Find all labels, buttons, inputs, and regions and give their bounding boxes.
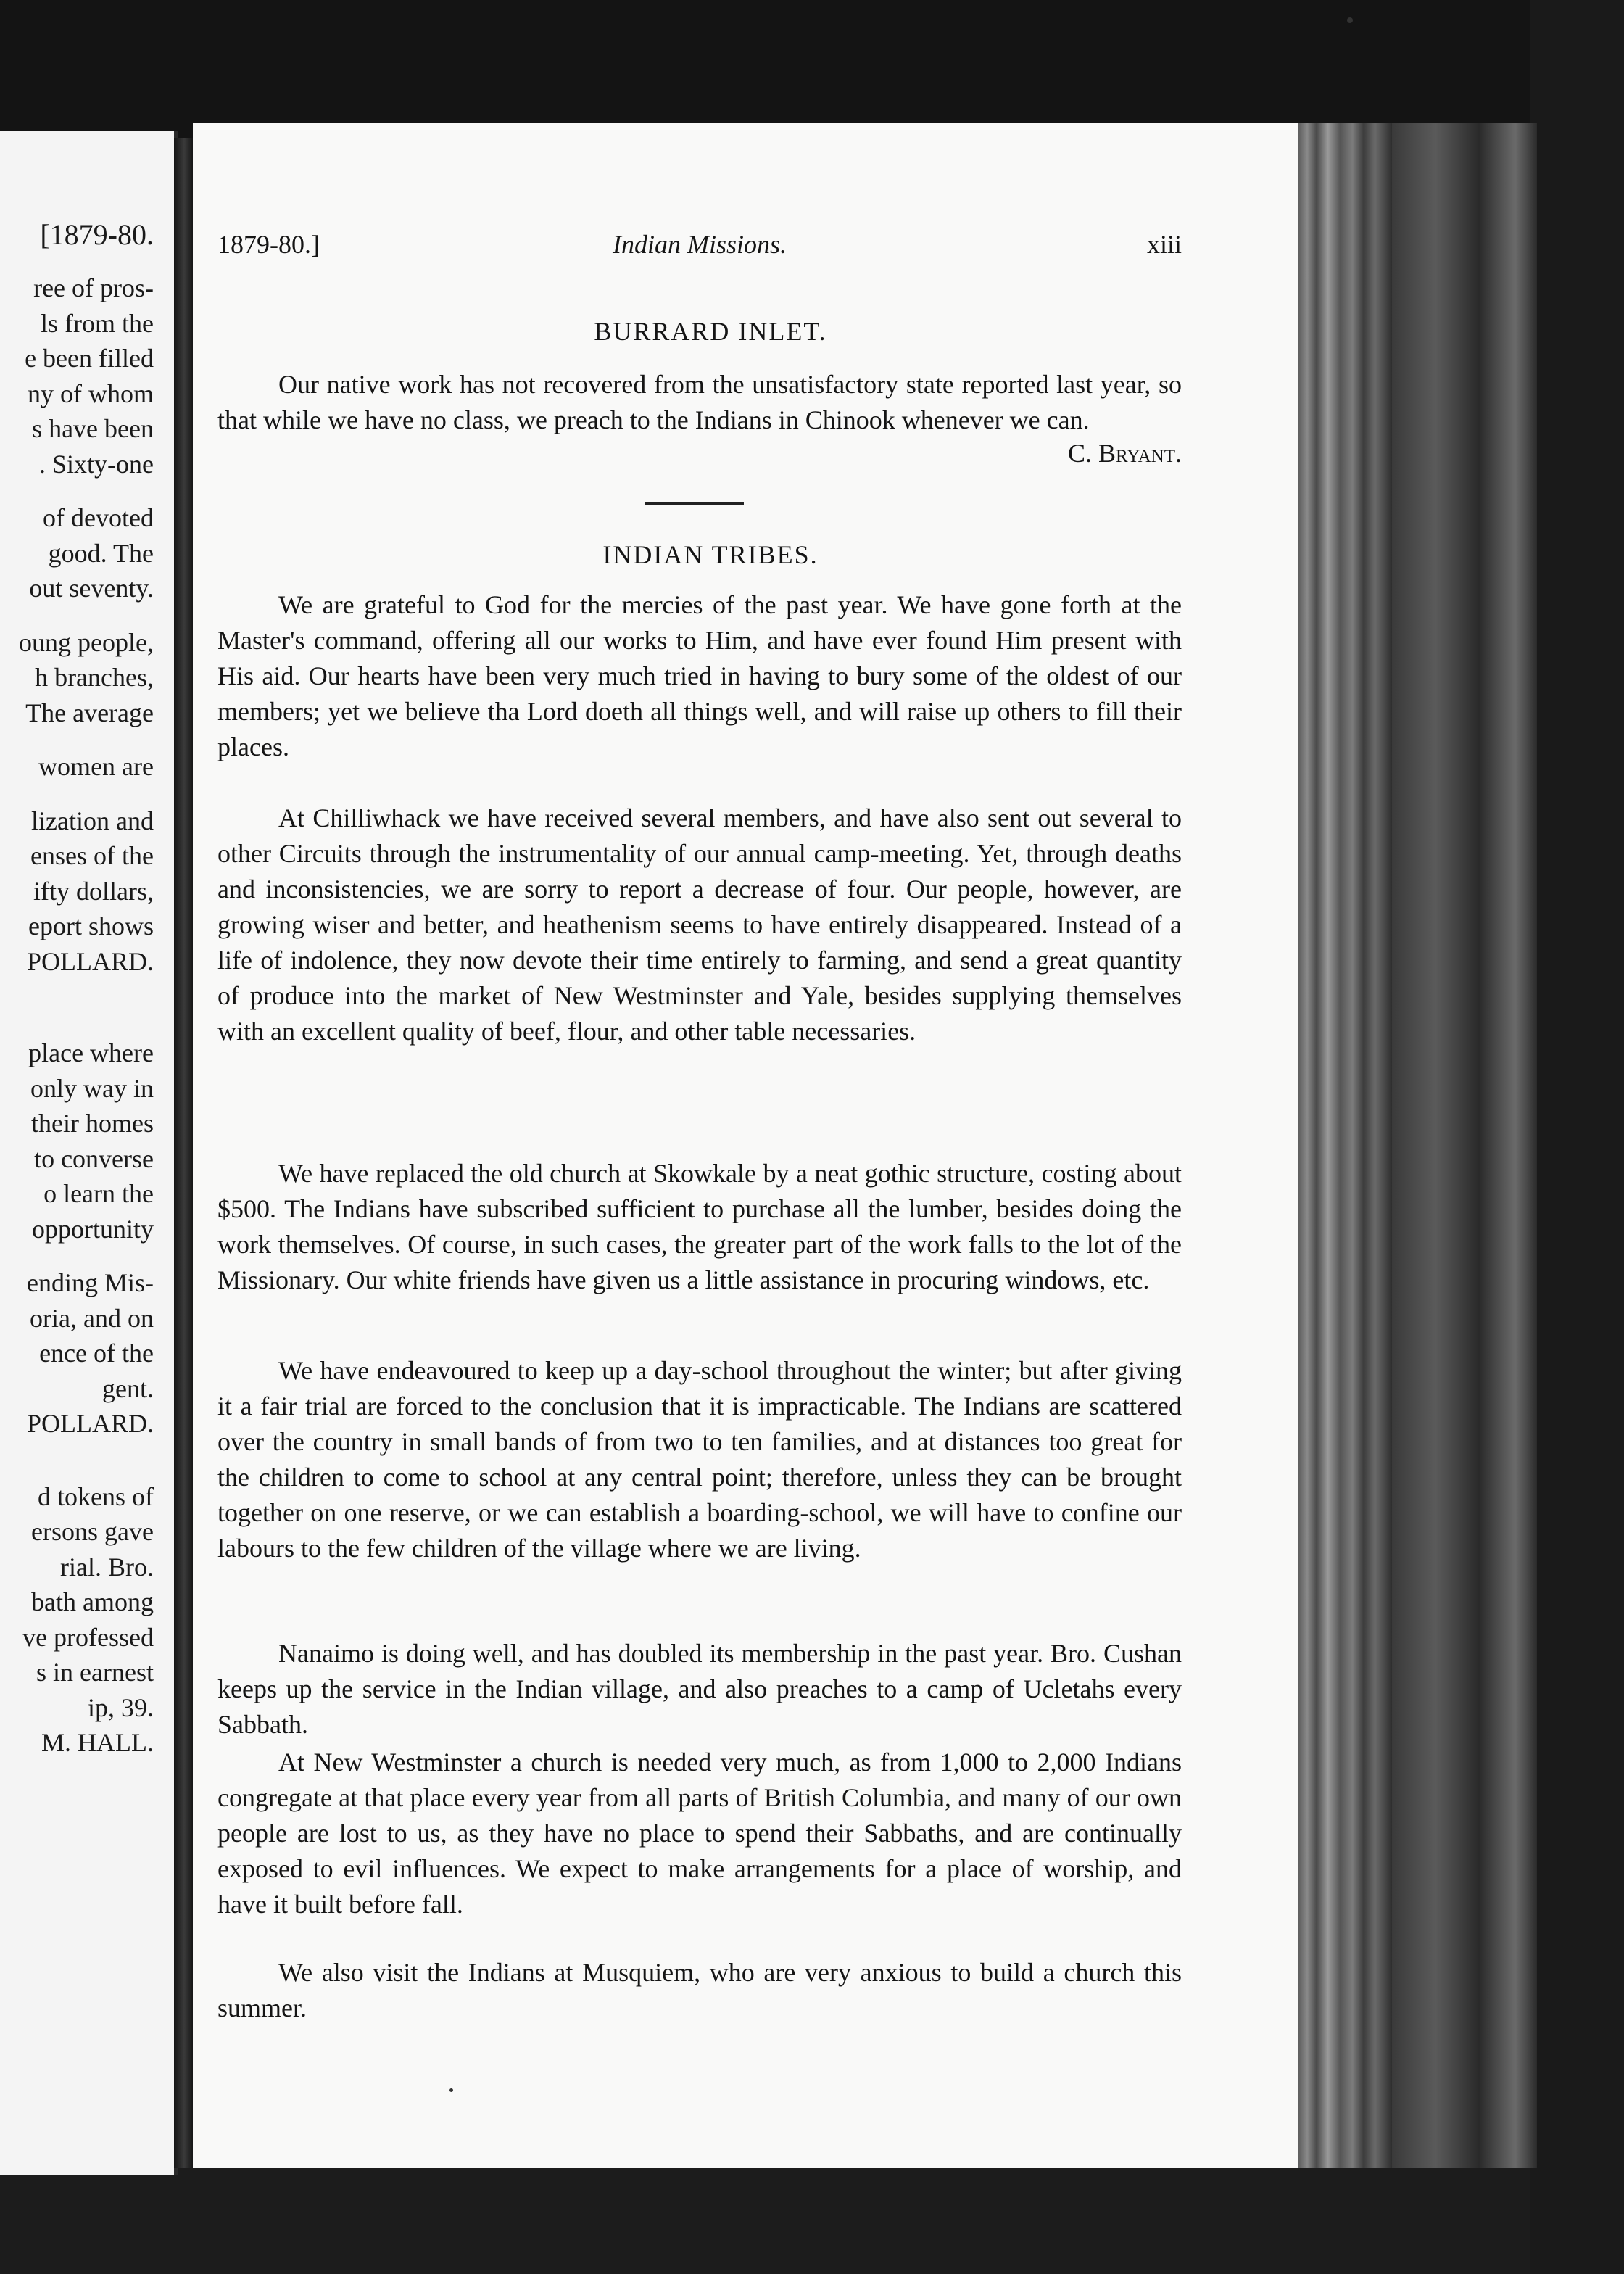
left-page-line: lization and — [31, 806, 154, 835]
left-page-line: The average — [25, 698, 154, 727]
left-page-line: bath among — [31, 1587, 154, 1616]
running-head — [218, 229, 1182, 265]
section-title-burrard-inlet: BURRARD INLET. — [594, 317, 827, 346]
left-page-line: ny of whom — [28, 379, 154, 408]
left-page-line: gent. — [102, 1373, 154, 1403]
background-right — [1530, 0, 1624, 2274]
left-page-line: s have been — [32, 414, 154, 443]
paragraph-4: We have endeavoured to keep up a day-school throughout the winter; but after giving it a fair trial are forced to the conclusion that it is impracticable. The Indians are scattered over the country in small bands of from two to ten families, and at distances too great for the children to come to school at any central point; therefore, unless they can be brought together on one reserve, or we can establish a boarding-school, we will have to confine our labours to the few children of the village where we are living. — [218, 1356, 1182, 1563]
running-head-year: 1879-80.] — [218, 230, 320, 259]
left-page-line: their homes — [31, 1109, 154, 1138]
left-page-line: d tokens of — [38, 1481, 154, 1511]
paragraph-2: At Chilliwhack we have received several members, and have also sent out several to other Circuits through the instrumentality of our annual camp-meeting. Yet, through deaths and inconsistencies, we are sorry to report a decrease of four. Our people, however, are growing wiser and better, and heathenism seems to have entirely disappeared. Instead of a life of indolence, they now devote their time entirely to farming, and send a great quantity of produce into the market of New Westminster and Yale, besides supplying themselves with an excellent quality of beef, flour, and other table necessaries. — [218, 803, 1182, 1046]
left-page-line: out seventy. — [29, 574, 154, 603]
left-facing-page — [0, 131, 178, 2175]
left-page-line: POLLARD. — [26, 946, 154, 976]
left-page-line: s in earnest — [36, 1658, 154, 1687]
left-page-line: good. The — [48, 538, 154, 568]
page-edges-outer — [1392, 123, 1537, 2168]
left-page-line: o learn the — [44, 1179, 154, 1208]
left-page-line: ending Mis- — [27, 1268, 154, 1297]
section-divider — [645, 502, 744, 505]
left-page-line: POLLARD. — [26, 1409, 154, 1438]
left-page-line: opportunity — [32, 1214, 154, 1244]
section-title-indian-tribes: INDIAN TRIBES. — [602, 540, 819, 569]
paragraph-6: At New Westminster a church is needed very much, as from 1,000 to 2,000 Indians congregate at that place every year from all parts of British Columbia, and many of our own people are lost to us, as they have no place to spend their Sabbaths, and are continually exposed to evil influences. We expect to make arrangements for a place of worship, and have it built before fall. — [218, 1748, 1182, 1919]
left-page-line: ls from the — [41, 308, 154, 338]
paragraph-3: We have replaced the old church at Skowkale by a neat gothic structure, costing about $500. The Indians have subscribed sufficient to purchase all the lumber, besides doing the work themselves. Of course, in such cases, the greater part of the work falls to the lot of the Missionary. Our white friends have given us a little assistance in procuring windows, etc. — [218, 1159, 1182, 1294]
left-page-line: ifty dollars, — [33, 876, 154, 906]
left-page-line: e been filled — [25, 344, 154, 373]
left-page-line: ve professed — [22, 1622, 154, 1652]
left-page-line: place where — [28, 1038, 154, 1067]
burrard-inlet-paragraph: Our native work has not recovered from the unsatisfactory state reported last year, so that while we have no class, we preach to the Indians in Chinook whenever we can. — [218, 370, 1182, 434]
left-page-line: ence of the — [39, 1339, 154, 1368]
left-page-line: enses of the — [30, 841, 154, 870]
left-page-line: ersons gave — [31, 1517, 154, 1546]
left-page-line: . Sixty-one — [39, 449, 154, 479]
paragraph-1: We are grateful to God for the mercies of the past year. We have gone forth at the Master's command, offering all our works to Him, and have ever found Him present with His aid. Our hearts have been very much tried in having to bury some of the oldest of our members; yet we believe tha Lord doeth all things well, and will raise up others to fill their places. — [218, 590, 1182, 761]
left-page-line: rial. Bro. — [60, 1552, 154, 1582]
left-page-line: ree of pros- — [33, 273, 154, 302]
page-number: xiii — [1146, 230, 1182, 259]
page-edges — [1298, 123, 1392, 2168]
left-page-line: ip, 39. — [87, 1692, 154, 1722]
left-page-line: to converse — [34, 1144, 154, 1173]
paragraph-7: We also visit the Indians at Musquiem, who are very anxious to build a church this summer. — [218, 1958, 1182, 2022]
left-page-line: h branches, — [35, 663, 154, 692]
left-page-line: of devoted — [43, 503, 154, 532]
signature-bryant: C. Bryant. — [1068, 439, 1182, 468]
running-head-title: Indian Missions. — [612, 230, 787, 259]
book-gutter — [174, 138, 194, 2168]
left-page-line: only way in — [30, 1073, 154, 1103]
left-page-line: M. HALL. — [41, 1728, 154, 1757]
left-page-line: oria, and on — [30, 1303, 154, 1333]
paragraph-5: Nanaimo is doing well, and has doubled its membership in the past year. Bro. Cushan keeps up the service in the Indian village, and also preaches to a camp of Ucletahs every Sabbath. — [218, 1639, 1182, 1739]
left-page-line: oung people, — [19, 627, 154, 657]
left-page-header: [1879-80. — [40, 218, 154, 251]
scan-speck — [450, 2088, 453, 2092]
scan-speck — [1347, 17, 1353, 23]
left-page-line: women are — [38, 752, 154, 781]
left-page-line: eport shows — [28, 911, 154, 940]
